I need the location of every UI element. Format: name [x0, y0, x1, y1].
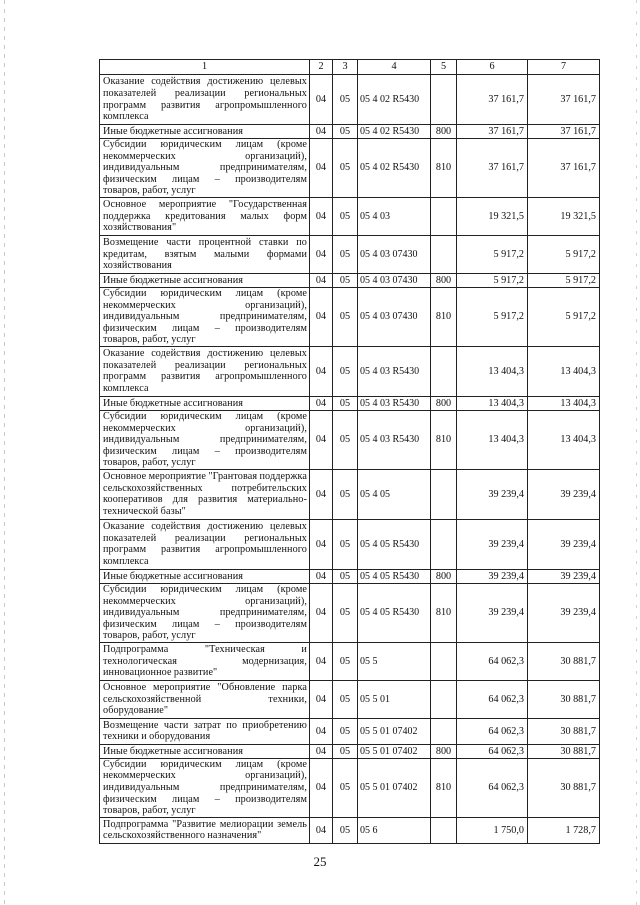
table-row — [100, 410, 600, 469]
target-article-cell: 05 4 03 R5430 — [358, 396, 431, 410]
expense-type-cell: 800 — [431, 273, 457, 287]
amount-cell: 39 239,4 — [457, 519, 528, 569]
expense-type-cell: 810 — [431, 758, 457, 817]
expense-type-cell: 800 — [431, 125, 457, 139]
amount-cell: 64 062,3 — [457, 718, 528, 744]
amount-cell: 37 161,7 — [528, 139, 600, 198]
row-name-cell: Подпрограмма "Развитие мелиорации земель сельскохозяйственного назначения" — [100, 817, 310, 843]
expense-type-cell — [431, 346, 457, 396]
amount-cell: 5 917,2 — [528, 287, 600, 346]
target-article-cell: 05 4 02 R5430 — [358, 75, 431, 125]
row-name-cell: Оказание содействия достижению целевых показателей реализации региональных программ развития агропромышленного комплекса — [100, 346, 310, 396]
target-article-cell: 05 5 01 07402 — [358, 718, 431, 744]
amount-cell: 30 881,7 — [528, 642, 600, 680]
amount-cell: 1 750,0 — [457, 817, 528, 843]
amount-cell: 39 239,4 — [528, 569, 600, 583]
amount-cell: 13 404,3 — [528, 346, 600, 396]
target-article-cell: 05 4 05 R5430 — [358, 519, 431, 569]
expense-type-cell: 810 — [431, 287, 457, 346]
row-name-cell: Основное мероприятие "Обновление парка сельскохозяйственной техники, оборудование" — [100, 680, 310, 718]
row-name-cell: Субсидии юридическим лицам (кроме некоммерческих организаций), индивидуальным предпринимателям, физическим лицам – производителям товаров, работ, услуг — [100, 583, 310, 642]
subsection-code-cell: 05 — [333, 744, 358, 758]
amount-cell: 13 404,3 — [528, 410, 600, 469]
expense-type-cell — [431, 197, 457, 235]
row-name-cell: Субсидии юридическим лицам (кроме некоммерческих организаций), индивидуальным предпринимателям, физическим лицам – производителям товаров, работ, услуг — [100, 139, 310, 198]
target-article-cell: 05 4 03 R5430 — [358, 346, 431, 396]
expense-type-cell — [431, 75, 457, 125]
target-article-cell: 05 5 01 — [358, 680, 431, 718]
subsection-code-cell: 05 — [333, 197, 358, 235]
table-row — [100, 817, 600, 843]
table-row — [100, 125, 600, 139]
target-article-cell: 05 4 03 R5430 — [358, 410, 431, 469]
row-name-cell: Субсидии юридическим лицам (кроме некоммерческих организаций), индивидуальным предпринимателям, физическим лицам – производителям товаров, работ, услуг — [100, 758, 310, 817]
amount-cell: 19 321,5 — [457, 197, 528, 235]
section-code-cell: 04 — [310, 287, 333, 346]
expense-type-cell — [431, 817, 457, 843]
amount-cell: 13 404,3 — [457, 396, 528, 410]
amount-cell: 13 404,3 — [457, 346, 528, 396]
header-cell: 5 — [431, 60, 457, 75]
subsection-code-cell: 05 — [333, 680, 358, 718]
expense-type-cell — [431, 235, 457, 273]
expense-type-cell: 800 — [431, 569, 457, 583]
amount-cell: 64 062,3 — [457, 642, 528, 680]
table-row — [100, 718, 600, 744]
target-article-cell: 05 4 05 R5430 — [358, 569, 431, 583]
amount-cell: 37 161,7 — [528, 125, 600, 139]
subsection-code-cell: 05 — [333, 583, 358, 642]
target-article-cell: 05 5 01 07402 — [358, 758, 431, 817]
section-code-cell: 04 — [310, 583, 333, 642]
section-code-cell: 04 — [310, 410, 333, 469]
section-code-cell: 04 — [310, 718, 333, 744]
row-name-cell: Подпрограмма "Техническая и технологическая модернизация, инновационное развитие" — [100, 642, 310, 680]
row-name-cell: Иные бюджетные ассигнования — [100, 744, 310, 758]
row-name-cell: Основное мероприятие "Грантовая поддержка сельскохозяйственных потребительских кооперативов для развития материально-технической базы" — [100, 469, 310, 519]
amount-cell: 37 161,7 — [457, 75, 528, 125]
amount-cell: 30 881,7 — [528, 718, 600, 744]
table-row — [100, 139, 600, 198]
amount-cell: 64 062,3 — [457, 680, 528, 718]
subsection-code-cell: 05 — [333, 758, 358, 817]
row-name-cell: Иные бюджетные ассигнования — [100, 569, 310, 583]
table-row — [100, 744, 600, 758]
subsection-code-cell: 05 — [333, 718, 358, 744]
amount-cell: 39 239,4 — [457, 583, 528, 642]
section-code-cell: 04 — [310, 569, 333, 583]
amount-cell: 39 239,4 — [528, 583, 600, 642]
subsection-code-cell: 05 — [333, 235, 358, 273]
row-name-cell: Основное мероприятие "Государственная поддержка кредитования малых форм хозяйствования" — [100, 197, 310, 235]
table-row — [100, 758, 600, 817]
table-row — [100, 642, 600, 680]
amount-cell: 30 881,7 — [528, 758, 600, 817]
amount-cell: 5 917,2 — [528, 273, 600, 287]
amount-cell: 30 881,7 — [528, 744, 600, 758]
expense-type-cell: 800 — [431, 396, 457, 410]
scan-edge-right — [636, 0, 637, 905]
section-code-cell: 04 — [310, 519, 333, 569]
amount-cell: 64 062,3 — [457, 758, 528, 817]
section-code-cell: 04 — [310, 346, 333, 396]
target-article-cell: 05 4 05 — [358, 469, 431, 519]
section-code-cell: 04 — [310, 469, 333, 519]
amount-cell: 37 161,7 — [457, 125, 528, 139]
table-row — [100, 680, 600, 718]
row-name-cell: Оказание содействия достижению целевых показателей реализации региональных программ развития агропромышленного комплекса — [100, 75, 310, 125]
header-cell: 3 — [333, 60, 358, 75]
amount-cell: 13 404,3 — [528, 396, 600, 410]
target-article-cell: 05 6 — [358, 817, 431, 843]
target-article-cell: 05 4 02 R5430 — [358, 139, 431, 198]
budget-table — [99, 59, 600, 844]
section-code-cell: 04 — [310, 197, 333, 235]
row-name-cell: Субсидии юридическим лицам (кроме некоммерческих организаций), индивидуальным предпринимателям, физическим лицам – производителям товаров, работ, услуг — [100, 287, 310, 346]
subsection-code-cell: 05 — [333, 287, 358, 346]
subsection-code-cell: 05 — [333, 139, 358, 198]
amount-cell: 30 881,7 — [528, 680, 600, 718]
scan-edge-left — [4, 0, 5, 905]
section-code-cell: 04 — [310, 125, 333, 139]
subsection-code-cell: 05 — [333, 817, 358, 843]
table-row — [100, 273, 600, 287]
subsection-code-cell: 05 — [333, 469, 358, 519]
table-row — [100, 75, 600, 125]
section-code-cell: 04 — [310, 680, 333, 718]
target-article-cell: 05 4 03 — [358, 197, 431, 235]
subsection-code-cell: 05 — [333, 519, 358, 569]
section-code-cell: 04 — [310, 273, 333, 287]
amount-cell: 5 917,2 — [528, 235, 600, 273]
table-row — [100, 583, 600, 642]
amount-cell: 1 728,7 — [528, 817, 600, 843]
section-code-cell: 04 — [310, 396, 333, 410]
amount-cell: 5 917,2 — [457, 235, 528, 273]
header-cell: 1 — [100, 60, 310, 75]
amount-cell: 39 239,4 — [528, 469, 600, 519]
amount-cell: 37 161,7 — [528, 75, 600, 125]
expense-type-cell — [431, 718, 457, 744]
row-name-cell: Иные бюджетные ассигнования — [100, 396, 310, 410]
expense-type-cell — [431, 519, 457, 569]
subsection-code-cell: 05 — [333, 569, 358, 583]
header-cell: 2 — [310, 60, 333, 75]
section-code-cell: 04 — [310, 139, 333, 198]
amount-cell: 64 062,3 — [457, 744, 528, 758]
expense-type-cell — [431, 469, 457, 519]
table-row — [100, 287, 600, 346]
target-article-cell: 05 4 02 R5430 — [358, 125, 431, 139]
subsection-code-cell: 05 — [333, 273, 358, 287]
amount-cell: 19 321,5 — [528, 197, 600, 235]
subsection-code-cell: 05 — [333, 346, 358, 396]
expense-type-cell: 810 — [431, 410, 457, 469]
expense-type-cell: 800 — [431, 744, 457, 758]
expense-type-cell — [431, 642, 457, 680]
table-body — [100, 75, 600, 844]
subsection-code-cell: 05 — [333, 125, 358, 139]
table-row — [100, 235, 600, 273]
subsection-code-cell: 05 — [333, 396, 358, 410]
section-code-cell: 04 — [310, 642, 333, 680]
expense-type-cell: 810 — [431, 583, 457, 642]
header-cell: 6 — [457, 60, 528, 75]
amount-cell: 39 239,4 — [457, 569, 528, 583]
target-article-cell: 05 5 01 07402 — [358, 744, 431, 758]
amount-cell: 5 917,2 — [457, 287, 528, 346]
target-article-cell: 05 4 03 07430 — [358, 287, 431, 346]
target-article-cell: 05 4 05 R5430 — [358, 583, 431, 642]
table-row — [100, 396, 600, 410]
amount-cell: 5 917,2 — [457, 273, 528, 287]
table-header-row — [100, 60, 600, 75]
section-code-cell: 04 — [310, 744, 333, 758]
page-number: 25 — [313, 854, 327, 869]
header-cell: 7 — [528, 60, 600, 75]
amount-cell: 13 404,3 — [457, 410, 528, 469]
row-name-cell: Возмещение части процентной ставки по кредитам, взятым малыми формами хозяйствования — [100, 235, 310, 273]
table-row — [100, 469, 600, 519]
subsection-code-cell: 05 — [333, 75, 358, 125]
target-article-cell: 05 4 03 07430 — [358, 273, 431, 287]
section-code-cell: 04 — [310, 235, 333, 273]
expense-type-cell: 810 — [431, 139, 457, 198]
subsection-code-cell: 05 — [333, 642, 358, 680]
table-row — [100, 197, 600, 235]
section-code-cell: 04 — [310, 817, 333, 843]
amount-cell: 39 239,4 — [457, 469, 528, 519]
target-article-cell: 05 5 — [358, 642, 431, 680]
row-name-cell: Возмещение части затрат по приобретению техники и оборудования — [100, 718, 310, 744]
row-name-cell: Иные бюджетные ассигнования — [100, 273, 310, 287]
target-article-cell: 05 4 03 07430 — [358, 235, 431, 273]
subsection-code-cell: 05 — [333, 410, 358, 469]
table-row — [100, 519, 600, 569]
expense-type-cell — [431, 680, 457, 718]
table-row — [100, 569, 600, 583]
amount-cell: 37 161,7 — [457, 139, 528, 198]
row-name-cell: Иные бюджетные ассигнования — [100, 125, 310, 139]
row-name-cell: Оказание содействия достижению целевых показателей реализации региональных программ развития агропромышленного комплекса — [100, 519, 310, 569]
header-cell: 4 — [358, 60, 431, 75]
section-code-cell: 04 — [310, 75, 333, 125]
table-row — [100, 346, 600, 396]
section-code-cell: 04 — [310, 758, 333, 817]
row-name-cell: Субсидии юридическим лицам (кроме некоммерческих организаций), индивидуальным предпринимателям, физическим лицам – производителям товаров, работ, услуг — [100, 410, 310, 469]
amount-cell: 39 239,4 — [528, 519, 600, 569]
